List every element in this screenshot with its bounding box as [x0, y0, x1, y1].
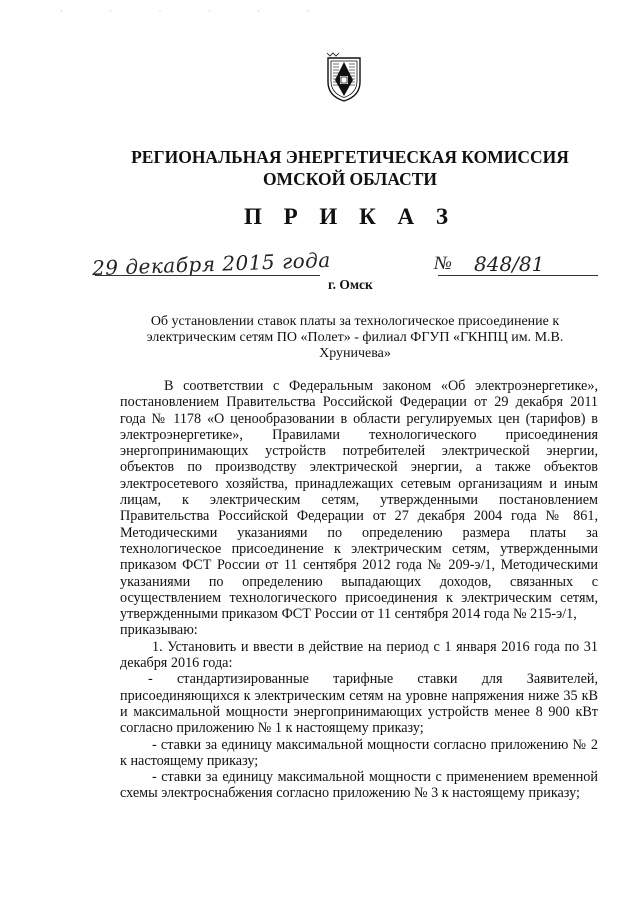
city-label: г. Омск [328, 277, 373, 292]
order-subject: Об установлении ставок платы за технологическое присоединение к электрическим сетям ПО «Полет» - филиал ФГУП «ГКНПЦ им. М.В. Хруничева» [146, 314, 564, 361]
issuing-authority [0, 146, 640, 190]
omsk-coat-of-arms-emblem [324, 52, 364, 102]
clause-1: 1. Установить и ввести в действие на период с 1 января 2016 года по 31 декабря 2016 года: [120, 638, 598, 672]
document-type-title: П Р И К А З [243, 204, 456, 229]
handwritten-date: 29 декабря 2015 года [91, 247, 332, 281]
number-sign: № [434, 253, 452, 274]
preamble-paragraph: В соответствии с Федеральным законом «Об электроэнергетике», постановлением Правительства Российской Федерации от 29 декабря 2011 года № 1178 «О ценообразовании в области регулируемых цен (тарифов) в электроэнергетике», Правилами технологического присоединения энергопринимающих устройств потребителей электрической энергии, объектов по производству электрической энергии, а также объектов электросетевого хозяйства, принадлежащих сетевым организациям и иным лицам, к электрическим сетям, утвержденными постановлением Правительства Российской Федерации от 27 декабря 2004 года № 861, Методическими указаниями по определению размера платы за технологическое присоединение к электрическим сетям, утвержденными приказом ФСТ России от 11 сентября 2012 года № 209-э/1, Методическими указаниями по определению выпадающих доходов, связанных с осуществлением технологического присоединения к электрическим сетям, утвержденными приказом ФСТ России от 11 сентября 2014 года № 215-э/1, [120, 378, 598, 623]
scan-specks: · · · · · · [60, 6, 332, 16]
clause-1-item-b: - ставки за единицу максимальной мощности согласно приложению № 2 к настоящему приказу; [120, 736, 598, 769]
handwritten-order-number: 848/81 [474, 252, 545, 276]
clause-1-item-c: - ставки за единицу максимальной мощности с применением временной схемы электроснабжения согласно приложению № 3 к настоящему приказу; [120, 769, 598, 802]
clause-1-item-a: - стандартизированные тарифные ставки для Заявителей, присоединяющихся к электрическим сетям на уровне напряжения ниже 35 кВ и максимальной мощности энергопринимающих устройств менее 8 900 кВт согласно приложению № 1 к настоящему приказу; [120, 671, 598, 737]
order-body [120, 378, 598, 802]
authority-line-2: ОМСКОЙ ОБЛАСТИ [262, 169, 438, 189]
order-verb: приказываю: [120, 622, 198, 639]
number-underline [438, 275, 598, 276]
date-underline [95, 275, 320, 276]
authority-line-1: РЕГИОНАЛЬНАЯ ЭНЕРГЕТИЧЕСКАЯ КОМИССИЯ [131, 147, 569, 167]
